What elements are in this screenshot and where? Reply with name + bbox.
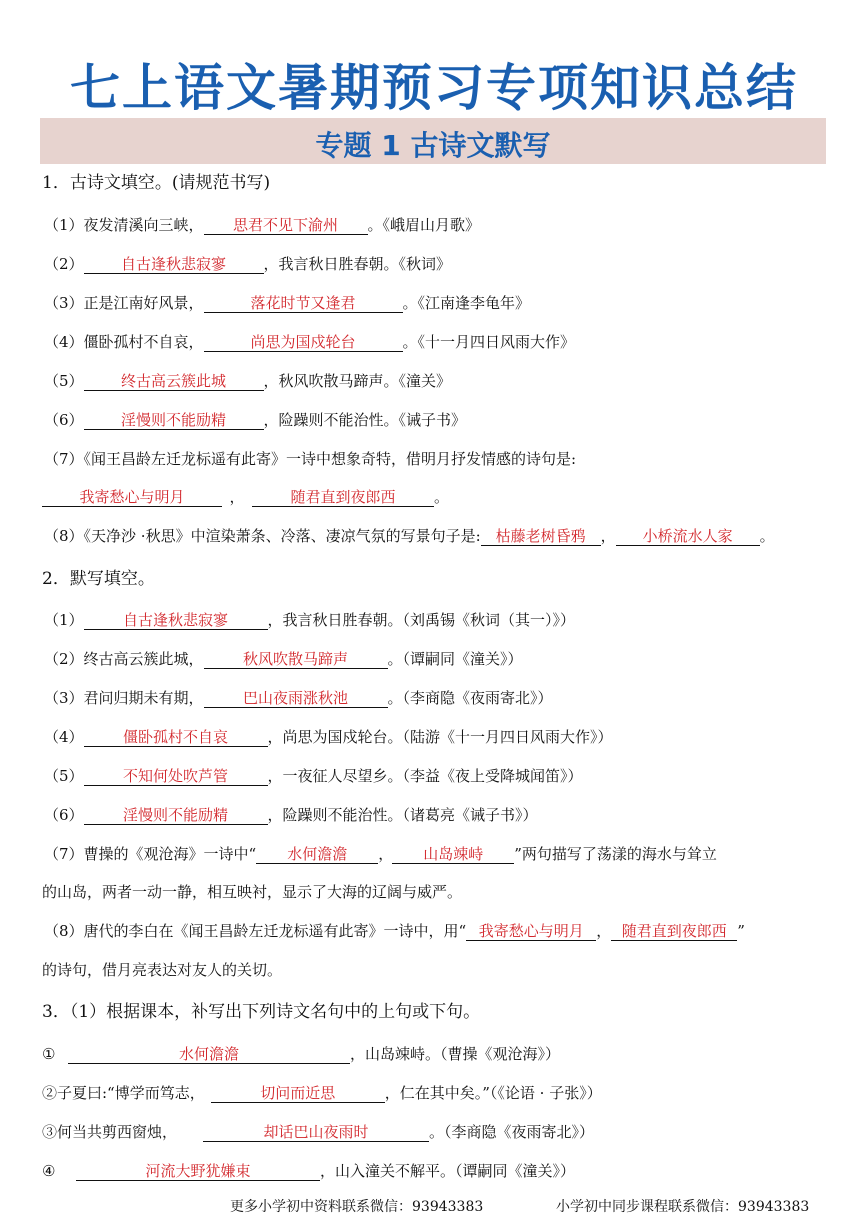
question-text: （4）僵卧孤村不自哀， [44,333,204,351]
separator: ， [596,922,612,940]
question-item [42,1043,560,1065]
question-continuation: 的诗句，借月亮表达对友人的关切。 [42,961,283,979]
question-text: ，一夜征人尽望乡。（李益《夜上受降城闻笛》） [267,767,583,785]
question-text: ，我言秋日胜春朝。（刘禹锡《秋词（其一）》） [267,611,576,629]
question-item: （7）《闻王昌龄左迁龙标遥有此寄》一诗中想象奇特，借明月抒发情感的诗句是: [44,450,577,468]
answer-blank: 山岛竦峙 [392,845,514,864]
question-item [44,609,575,631]
question-text: 。（李商隐《夜雨寄北》） [429,1123,595,1141]
section-3-heading: 3．（1）根据课本，补写出下列诗文名句中的上句或下句。 [42,1002,481,1022]
answer-blank: 切问而近思 [211,1084,385,1103]
question-continuation: 的山岛，两者一动一静，相互映衬，显示了大海的辽阔与威严。 [42,883,463,901]
question-text: （5） [44,767,84,785]
answer-blank: 河流大野犹嫌束 [76,1162,320,1181]
answer-blank: 随君直到夜郎西 [252,488,434,507]
answer-blank: 自古逢秋悲寂寥 [84,611,268,630]
question-text: （3）君问归期未有期， [44,689,204,707]
question-item [44,804,538,826]
question-text: 。《江南逢李龟年》 [402,294,531,312]
answer-blank: 却话巴山夜雨时 [203,1123,429,1142]
page-title: 七上语文暑期预习专项知识总结 [70,59,798,117]
section-2-heading: 2．默写填空。 [42,569,155,589]
question-item [44,843,717,865]
question-text: ②子夏曰:“博学而笃志， [42,1084,205,1102]
question-item [44,687,553,709]
question-text: （2）终古高云簇此城， [44,650,204,668]
answer-blank: 僵卧孤村不自哀 [84,728,268,747]
separator: 。 [759,527,775,545]
question-text: （1）夜发清溪向三峡， [44,216,204,234]
question-text: 。（李商隐《夜雨寄北》） [387,689,553,707]
answer-blank: 随君直到夜郎西 [611,922,737,941]
question-text: （7）曹操的《观沧海》一诗中“ [44,845,257,863]
separator: 。 [434,488,450,506]
footer-contact-left: 更多小学初中资料联系微信：93943383 [230,1199,484,1215]
question-text: ” [737,922,745,940]
question-text: （5） [44,372,84,390]
question-item [44,292,530,314]
question-text: ”两句描写了荡漾的海水与耸立 [514,845,717,863]
question-item [44,920,745,942]
question-text: （4） [44,728,84,746]
answer-blank: 终古高云簇此城 [84,372,264,391]
answer-blank: 小桥流水人家 [616,527,760,546]
question-text: （6） [44,411,84,429]
question-item [44,409,466,431]
question-text: （8）唐代的李白在《闻王昌龄左迁龙标遥有此寄》一诗中，用“ [44,922,467,940]
question-item [44,765,583,787]
question-item [44,214,480,236]
question-text: 。（谭嗣同《潼关》） [387,650,523,668]
answer-blank: 落花时节又逢君 [204,294,403,313]
question-item [44,331,575,353]
question-text: ，仁在其中矣。”（《论语 · 子张》） [384,1084,602,1102]
answer-blank: 水何澹澹 [68,1045,350,1064]
question-text: ，我言秋日胜春朝。《秋词》 [263,255,452,273]
answer-blank: 枯藤老树昏鸦 [481,527,601,546]
topic-banner [40,118,826,164]
question-text: （3）正是江南好风景， [44,294,204,312]
answer-blank: 秋风吹散马蹄声 [204,650,388,669]
separator: ， [229,488,245,506]
question-item [42,1160,575,1182]
answer-blank: 自古逢秋悲寂寥 [84,255,264,274]
question-text: （6） [44,806,84,824]
question-text: （1） [44,611,84,629]
question-item [44,253,451,275]
separator: ， [600,527,616,545]
question-item [44,648,523,670]
question-number: ④ [42,1162,56,1180]
question-text: ，险躁则不能治性。《诫子书》 [263,411,467,429]
footer-contact-right: 小学初中同步课程联系微信：93943383 [556,1199,810,1215]
question-item [42,1121,594,1143]
question-text: ，险躁则不能治性。（诸葛亮《诫子书》） [267,806,538,824]
question-text: ，秋风吹散马蹄声。《潼关》 [263,372,452,390]
section-1-heading: 1．古诗文填空。(请规范书写) [42,173,271,193]
answer-line [42,486,449,508]
question-text: ，山入潼关不解平。（谭嗣同《潼关》） [320,1162,576,1180]
answer-blank: 不知何处吹芦管 [84,767,268,786]
answer-blank: 思君不见下渝州 [204,216,368,235]
question-text: （8）《天净沙 ·秋思》中渲染萧条、冷落、凄凉气氛的写景句子是: [44,527,481,545]
question-number: ① [42,1045,56,1063]
answer-blank: 淫慢则不能励精 [84,411,264,430]
question-item [44,726,613,748]
question-text: （2） [44,255,84,273]
answer-blank: 尚思为国戍轮台 [204,333,403,352]
answer-blank: 淫慢则不能励精 [84,806,268,825]
question-item [44,525,775,547]
question-item [44,370,451,392]
answer-blank: 我寄愁心与明月 [466,922,596,941]
question-item [42,1082,602,1104]
question-text: ③何当共剪西窗烛， [42,1123,178,1141]
answer-blank: 水何澹澹 [256,845,378,864]
topic-title: 专题 1 古诗文默写 [315,129,551,162]
question-text: ，尚思为国戍轮台。（陆游《十一月四日风雨大作》） [267,728,613,746]
answer-blank: 巴山夜雨涨秋池 [204,689,388,708]
question-text: 。《峨眉山月歌》 [367,216,481,234]
question-text: 。《十一月四日风雨大作》 [402,333,576,351]
separator: ， [378,845,394,863]
question-text: ，山岛竦峙。（曹操《观沧海》） [350,1045,561,1063]
answer-blank: 我寄愁心与明月 [42,488,222,507]
